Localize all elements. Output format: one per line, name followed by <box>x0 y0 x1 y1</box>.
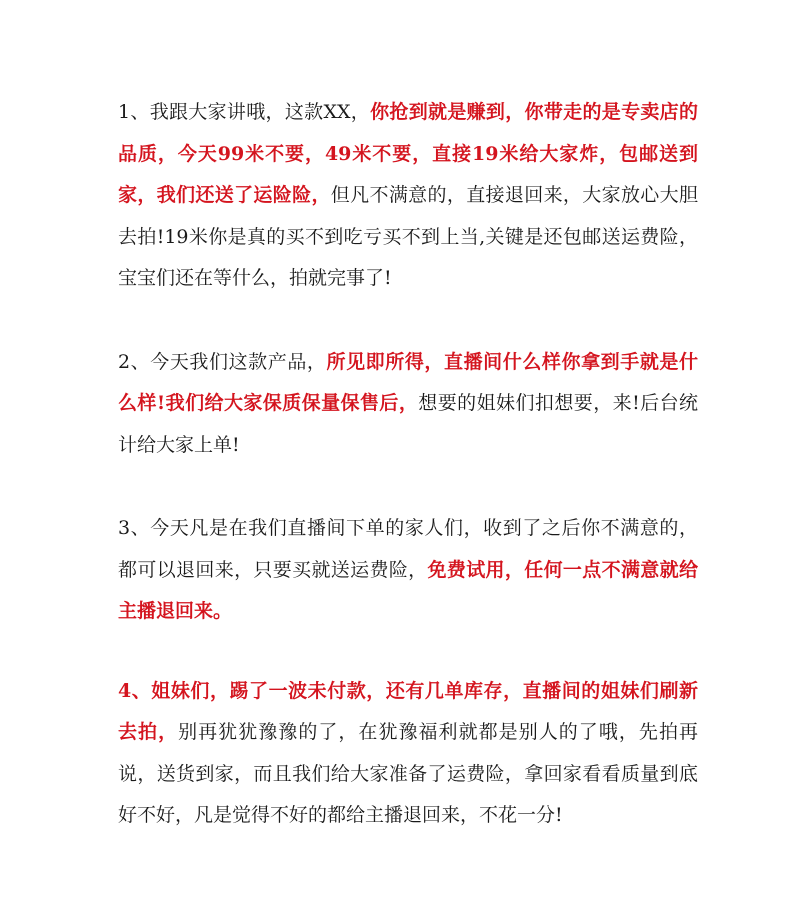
paragraph-1-highlight: 你抢到就是赚到，你带走的是专卖店的品质，今天99米不要，49米不要，直接19米给大家炸，包邮送到家，我们还送了运险险， <box>118 101 698 206</box>
paragraph-3-highlight: 免费试用，任何一点不满意就给主播退回来。 <box>118 558 698 622</box>
paragraph-2 <box>118 342 698 467</box>
paragraph-2-text-2: 想要的姐妹们扣想要，来!后台统计给大家上单! <box>118 392 699 456</box>
paragraph-4-text-1: 别再犹犹豫豫的了，在犹豫福利就都是别人的了哦，先拍再说，送货到家，而且我们给大家准备了运费险，拿回家看看质量到底好不好，凡是觉得不好的都给主播退回来，不花一分! <box>118 721 698 826</box>
paragraph-1-text-1: 1、我跟大家讲哦，这款XX， <box>118 101 371 123</box>
paragraph-3 <box>118 508 698 633</box>
paragraph-4 <box>118 671 698 837</box>
paragraph-2-highlight: 所见即所得，直播间什么样你拿到手就是什么样!我们给大家保质保量保售后， <box>118 350 698 414</box>
paragraph-4-highlight: 4、姐妹们，踢了一波未付款，还有几单库存，直播间的姐妹们刷新去拍， <box>118 679 698 743</box>
paragraph-2-text-1: 2、今天我们这款产品， <box>118 350 327 373</box>
paragraph-1 <box>118 92 698 300</box>
script-document <box>118 92 698 837</box>
paragraph-3-text-1: 3、今天凡是在我们直播间下单的家人们，收到了之后你不满意的，都可以退回来，只要买就送运费险， <box>118 517 698 581</box>
paragraph-1-text-2: 但凡不满意的，直接退回来，大家放心大胆去拍!19米你是真的买不到吃亏买不到上当,关键是还包邮送运费险，宝宝们还在等什么，拍就完事了! <box>118 184 698 289</box>
